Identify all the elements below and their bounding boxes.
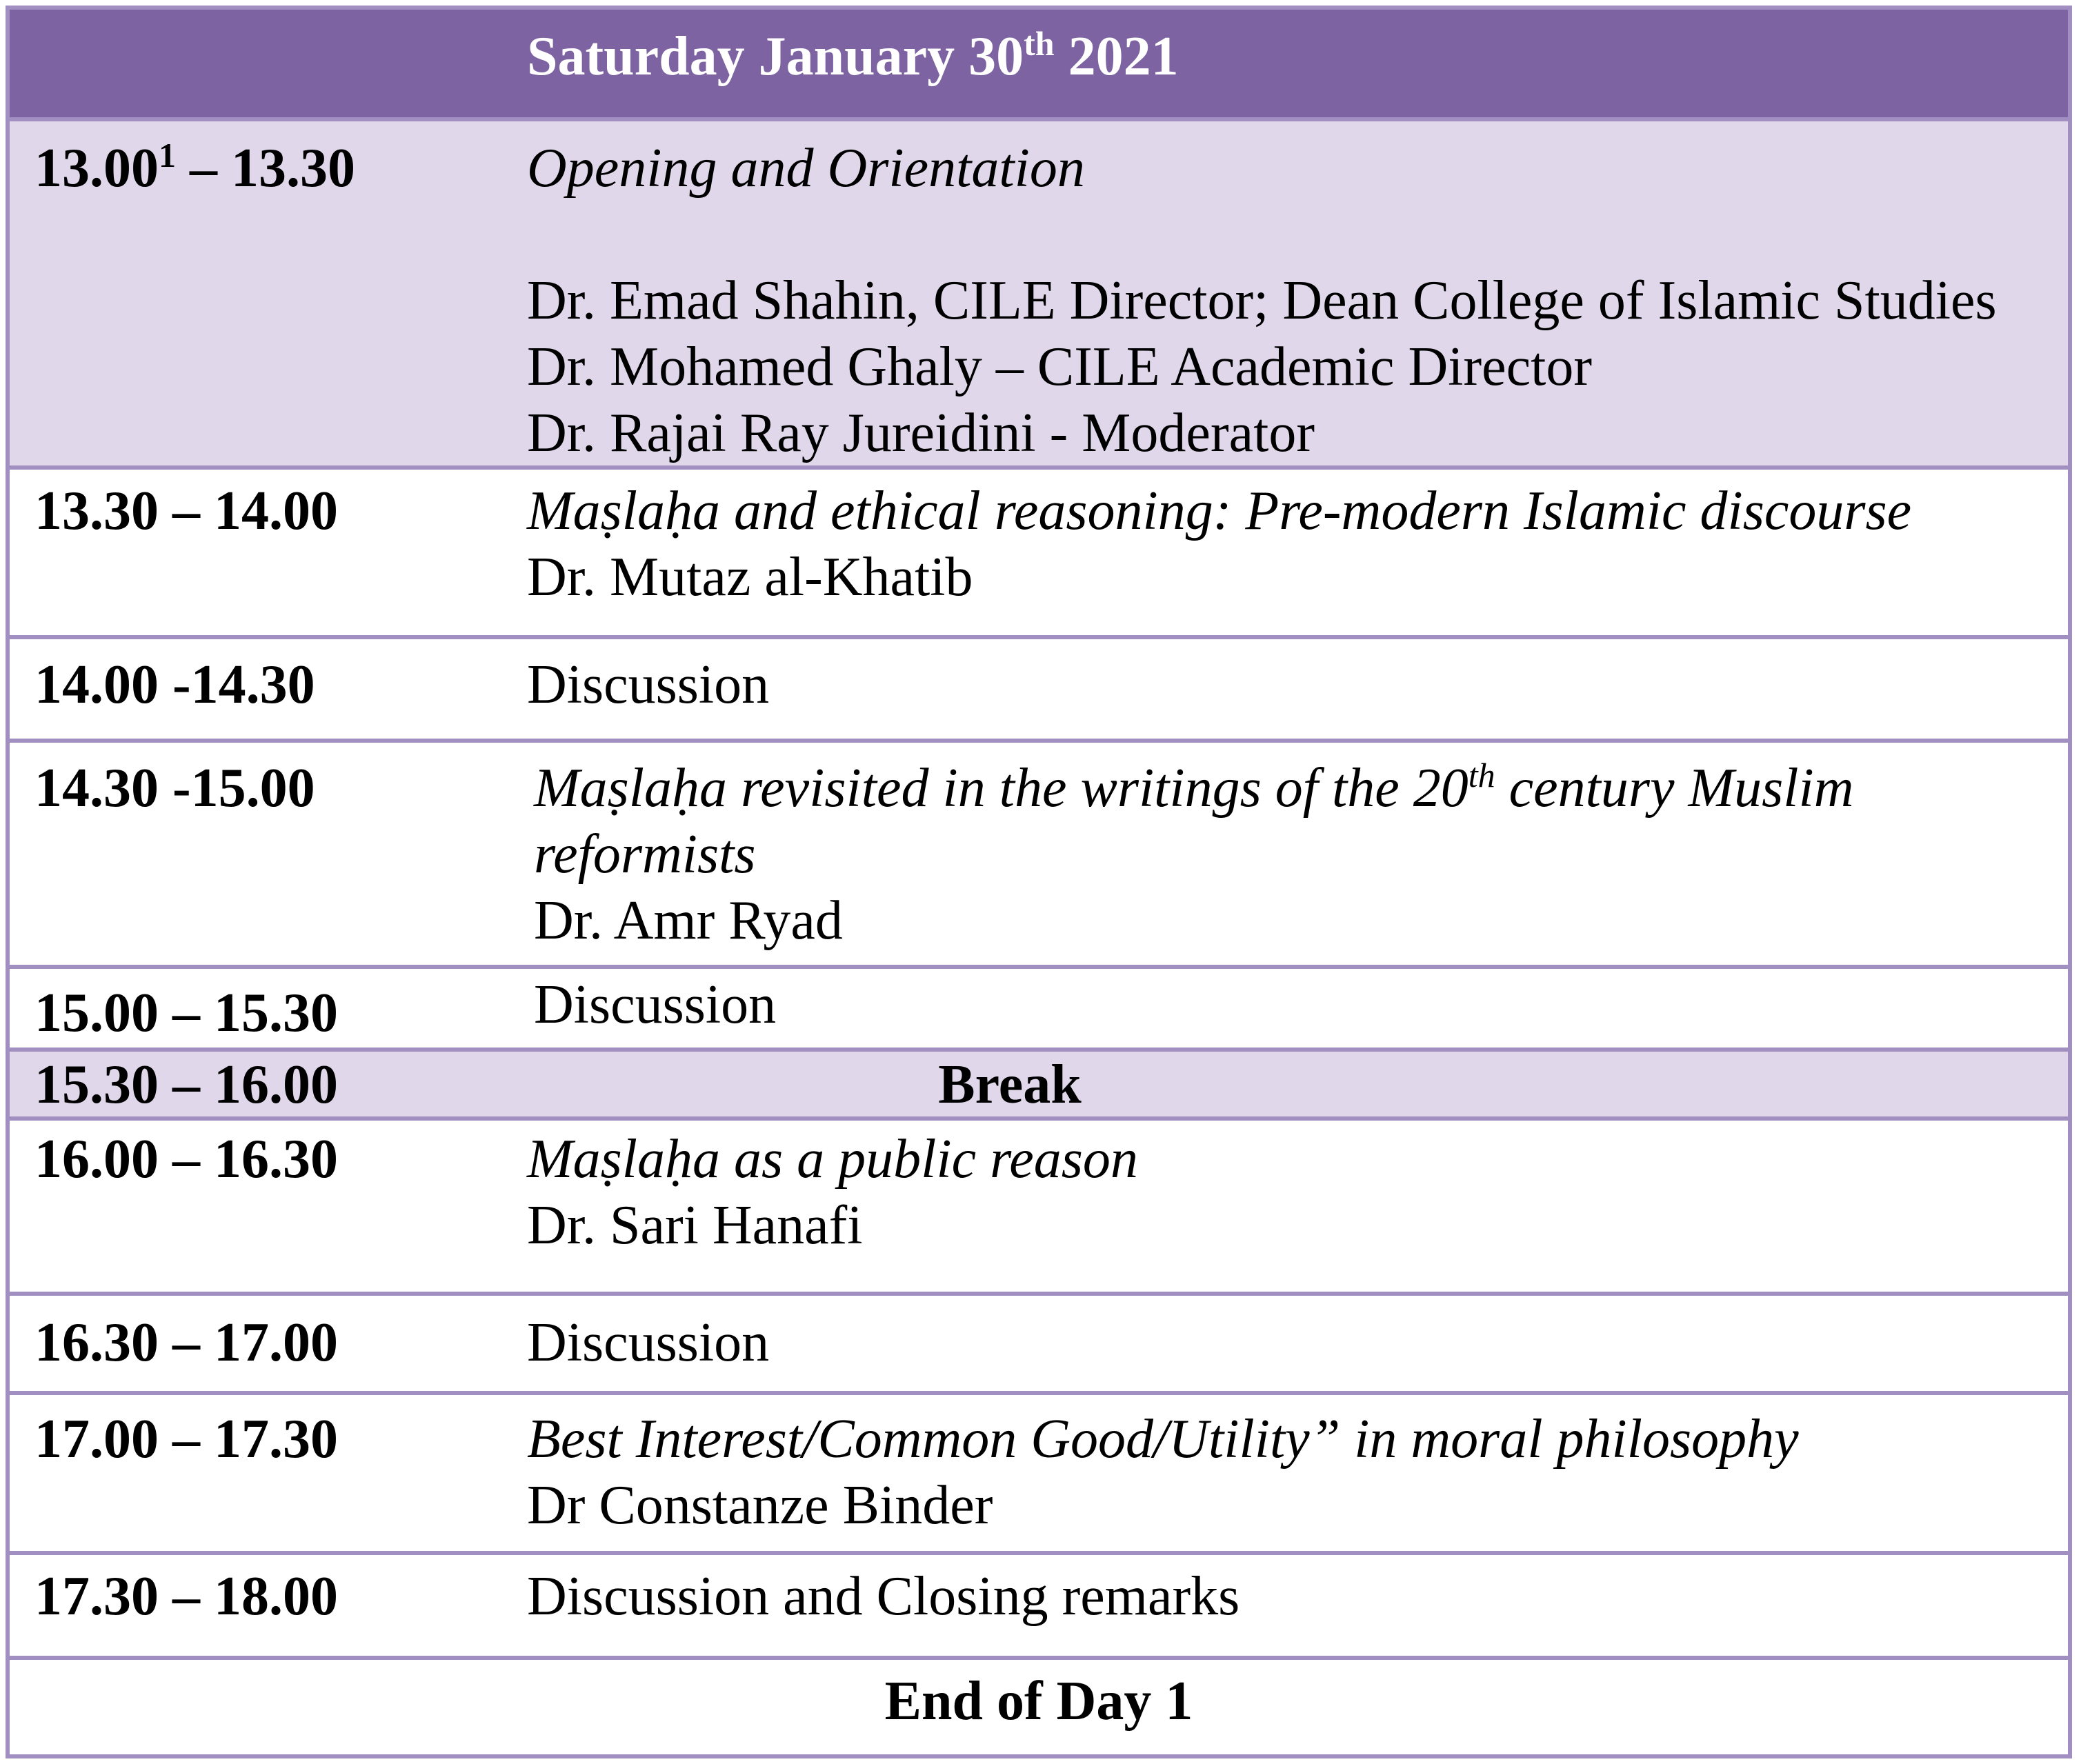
session-title: Opening and Orientation [527, 138, 1085, 199]
session-title: Best Interest/Common Good/Utility” in moral philosophy [527, 1409, 1799, 1470]
time-slot: 17.30 – 18.00 [34, 1566, 338, 1627]
schedule-table [6, 6, 2072, 1758]
speaker: Dr Constanze Binder [527, 1475, 993, 1536]
session-content [527, 1126, 1138, 1259]
session-title: Maṣlaḥa as a public reason [527, 1129, 1138, 1190]
speaker: Dr. Sari Hanafi [527, 1195, 863, 1256]
session-content: Discussion [527, 654, 770, 715]
break-label: Break [938, 1054, 1082, 1115]
session-title: Maṣlaḥa and ethical reasoning: Pre-modern Islamic discourse [527, 481, 1912, 541]
time-slot: 17.00 – 17.30 [34, 1409, 338, 1470]
speaker: Dr. Mutaz al-Khatib [527, 547, 973, 608]
session-content: Discussion [527, 1312, 770, 1373]
speaker: Dr. Amr Ryad [534, 890, 843, 951]
time-slot: 14.30 -15.00 [34, 758, 315, 819]
session-content: Discussion and Closing remarks [527, 1566, 1240, 1627]
schedule-row [10, 639, 2068, 743]
schedule-row [10, 743, 2068, 969]
time-slot: 13.30 – 14.00 [34, 481, 338, 541]
session-content: Discussion [534, 974, 777, 1035]
time-slot: 15.00 – 15.30 [34, 983, 338, 1043]
time-slot: 16.30 – 17.00 [34, 1312, 338, 1373]
speaker: Dr. Rajai Ray Jureidini - Moderator [527, 403, 1315, 463]
schedule-row [10, 969, 2068, 1052]
session-content [527, 478, 1911, 610]
session-title: Maṣlaḥa revisited in the writings of the 20th century Muslim [534, 756, 1854, 819]
schedule-row-break [10, 1052, 2068, 1121]
schedule-row [10, 1395, 2068, 1555]
session-content [527, 135, 1997, 466]
session-title-continued: reformists [534, 824, 756, 885]
session-content [527, 1406, 1799, 1539]
schedule-row [10, 1121, 2068, 1296]
header-row [10, 10, 2068, 121]
schedule-row [10, 470, 2068, 639]
schedule-row [10, 1296, 2068, 1395]
schedule-row-opening [10, 121, 2068, 470]
time-slot: 16.00 – 16.30 [34, 1129, 338, 1190]
time-slot: 14.00 -14.30 [34, 654, 315, 715]
session-content [534, 755, 1854, 954]
footer-row [10, 1660, 2068, 1754]
speaker: Dr. Mohamed Ghaly – CILE Academic Director [527, 337, 1592, 397]
speaker: Dr. Emad Shahin, CILE Director; Dean College of Islamic Studies [527, 270, 1997, 331]
time-slot: 15.30 – 16.00 [34, 1054, 338, 1115]
day-title: Saturday January 30th 2021 [527, 24, 1179, 87]
end-of-day-label: End of Day 1 [884, 1671, 1193, 1732]
time-slot: 13.00$^1$ – 13.30 [34, 136, 355, 199]
schedule-row [10, 1555, 2068, 1660]
